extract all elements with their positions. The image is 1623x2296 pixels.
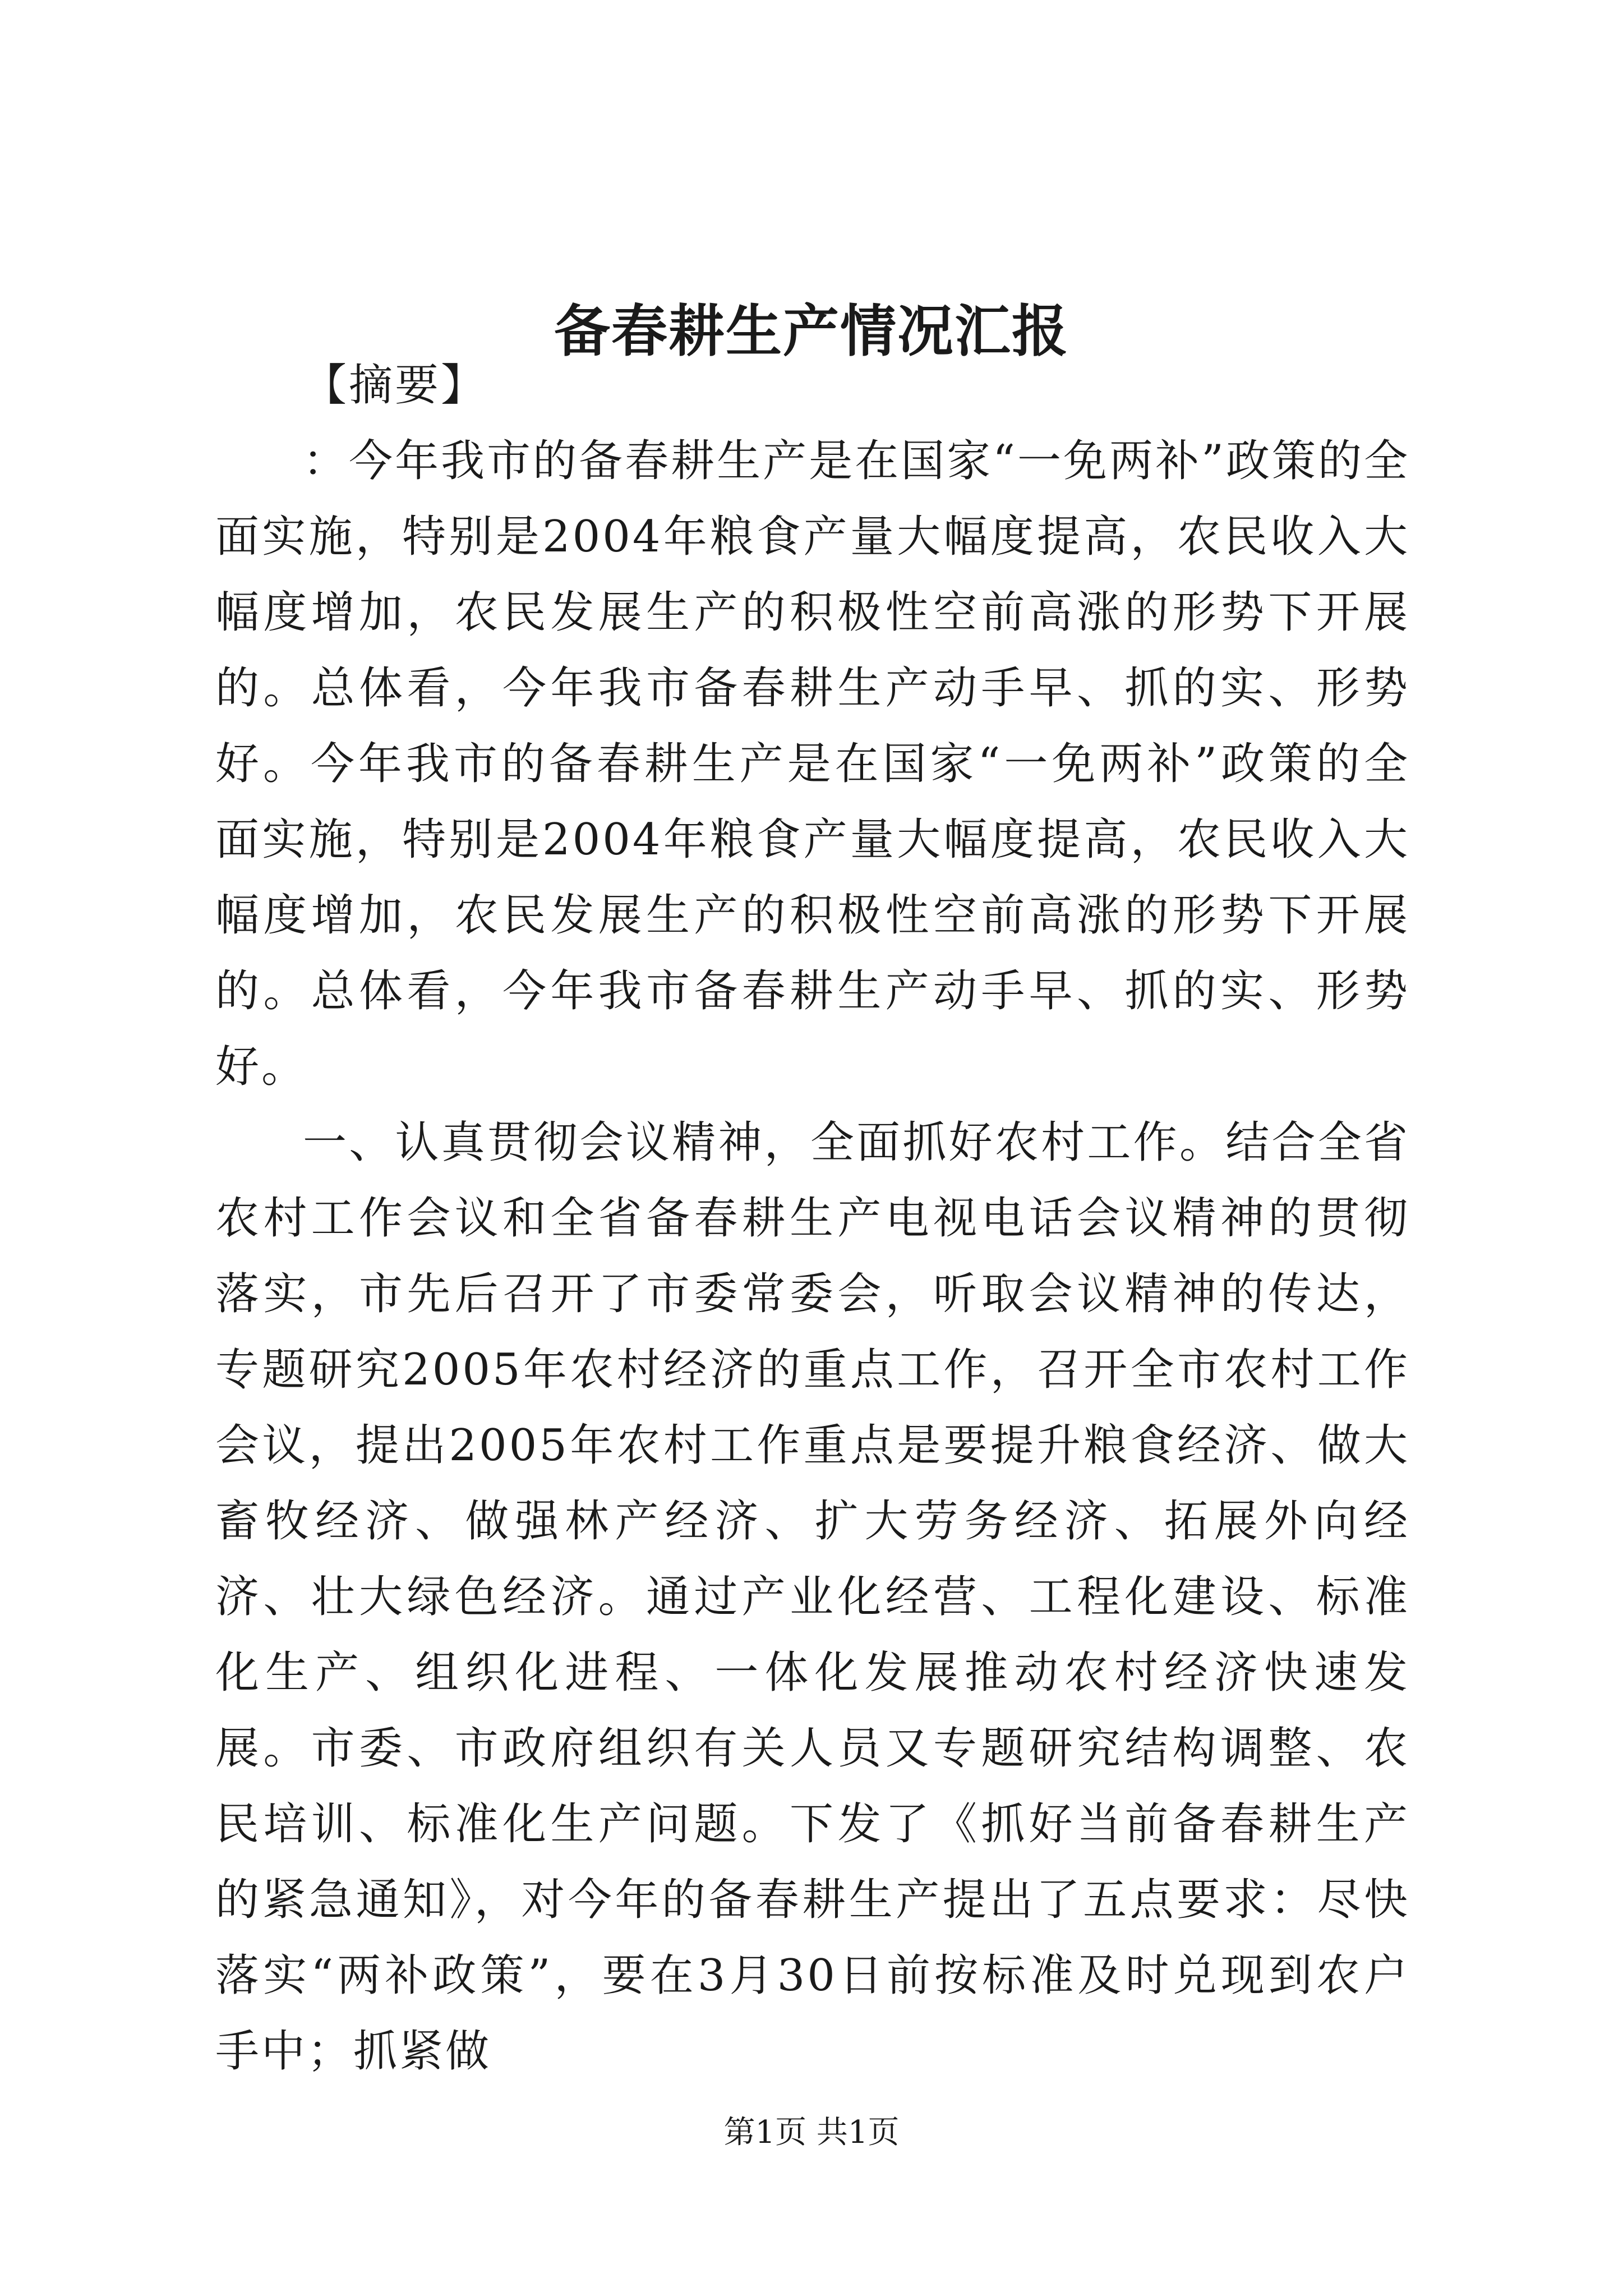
- document-body: [215, 348, 1410, 2090]
- section-paragraph-1: 一、认真贯彻会议精神，全面抓好农村工作。结合全省农村工作会议和全省备春耕生产电视电话会议精神的贯彻落实，市先后召开了市委常委会，听取会议精神的传达，专题研究2005年农村经济的重点工作，召开全市农村工作会议，提出2005年农村工作重点是要提升粮食经济、做大畜牧经济、做强林产经济、扩大劳务经济、拓展外向经济、壮大绿色经济。通过产业化经营、工程化建设、标准化生产、组织化进程、一体化发展推动农村经济快速发展。市委、市政府组织有关人员又专题研究结构调整、农民培训、标准化生产问题。下发了《抓好当前备春耕生产的紧急通知》，对今年的备春耕生产提出了五点要求：尽快落实“两补政策”，要在3月30日前按标准及时兑现到农户手中；抓紧做: [215, 1117, 1410, 2077]
- abstract-heading: 【摘要】: [303, 360, 487, 411]
- document-title: 备春耕生产情况汇报: [554, 298, 1069, 364]
- abstract-paragraph: ：今年我市的备春耕生产是在国家“一免两补”政策的全面实施，特别是2004年粮食产量大幅度提高，农民收入大幅度增加，农民发展生产的积极性空前高涨的形势下开展的。总体看，今年我市备春耕生产动手早、抓的实、形势好。今年我市的备春耕生产是在国家“一免两补”政策的全面实施，特别是2004年粮食产量大幅度提高，农民收入大幅度增加，农民发展生产的积极性空前高涨的形势下开展的。总体看，今年我市备春耕生产动手早、抓的实、形势好。: [215, 436, 1410, 1092]
- page-footer: 第1页 共1页: [723, 2114, 900, 2151]
